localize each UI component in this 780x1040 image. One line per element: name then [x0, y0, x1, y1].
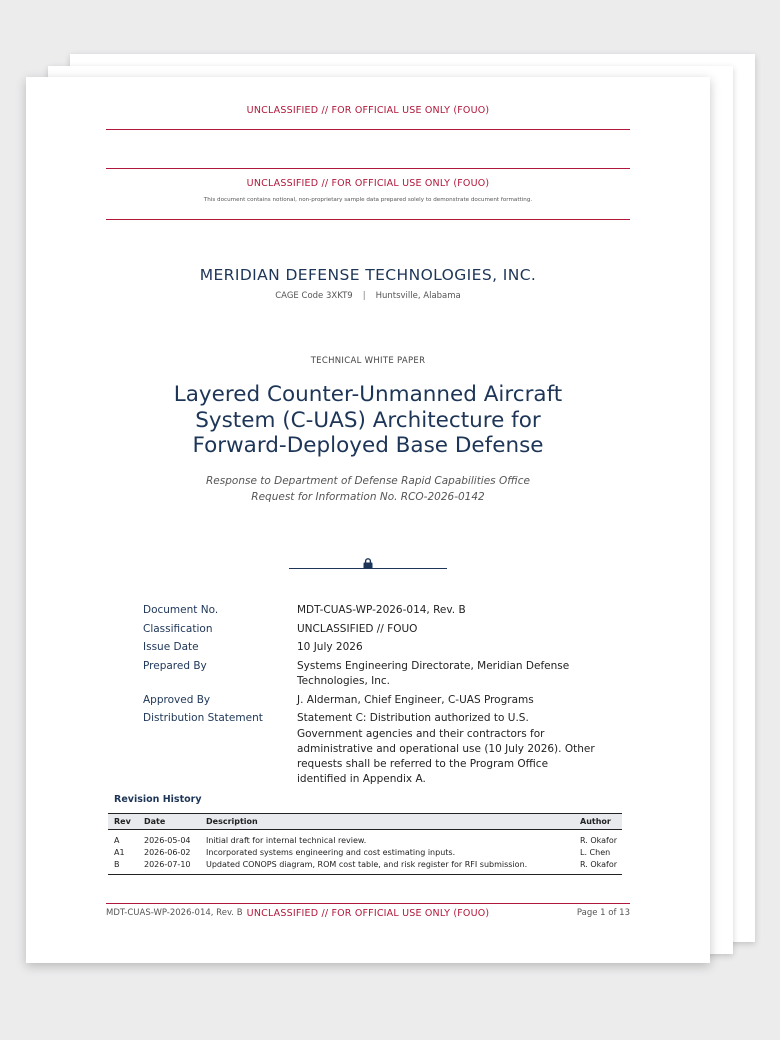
column-header: Date [138, 814, 200, 830]
table-row [108, 847, 622, 859]
document-cover-page [26, 77, 710, 963]
document-subtitle [118, 474, 618, 505]
lock-icon [363, 558, 373, 569]
classification-banner: UNCLASSIFIED // FOR OFFICIAL USE ONLY (FOUO) [246, 178, 490, 189]
subtitle-line: Response to Department of Defense Rapid Capabilities Office [206, 475, 530, 487]
separator: | [362, 291, 366, 301]
revision-history-title: Revision History [114, 794, 202, 805]
meta-row-distribution-statement [143, 711, 603, 787]
meta-value: MDT-CUAS-WP-2026-014, Rev. B [297, 604, 466, 616]
meta-key: Document No. [143, 604, 219, 616]
table-cell: A [114, 836, 120, 845]
document-type: TECHNICAL WHITE PAPER [310, 356, 426, 366]
divider [106, 903, 630, 904]
table-header-row [108, 814, 622, 830]
meta-key: Distribution Statement [143, 712, 263, 725]
column-header: Author [574, 814, 622, 830]
meta-value: Systems Engineering Directorate, Meridian Defense Technologies, Inc. [297, 659, 570, 688]
table-row [108, 830, 622, 848]
meta-value: 10 July 2026 [297, 641, 363, 654]
revision-history-table [108, 813, 622, 875]
title-line: Layered Counter-Unmanned Aircraft [173, 382, 563, 407]
meta-value: J. Alderman, Chief Engineer, C-UAS Programs [297, 693, 534, 706]
table-cell: 2026-06-02 [144, 848, 191, 857]
meta-row-approved-by [143, 693, 603, 708]
meta-row-classification [143, 622, 603, 637]
meta-row-prepared-by [143, 659, 603, 690]
table-cell: 2026-07-10 [138, 859, 200, 875]
divider [106, 129, 630, 130]
document-metadata [143, 603, 603, 791]
footer-classification-banner: UNCLASSIFIED // FOR OFFICIAL USE ONLY (FOUO) [246, 908, 490, 919]
meta-key: Classification [143, 622, 213, 635]
company-info [26, 291, 710, 301]
table-cell: Initial draft for internal technical review. [206, 836, 367, 845]
table-cell: 2026-05-04 [144, 836, 191, 845]
table-cell: A1 [114, 848, 125, 857]
title-line: System (C-UAS) Architecture for [195, 407, 541, 433]
subtitle-line: Request for Information No. RCO-2026-0142 [251, 490, 485, 503]
table-cell: Incorporated systems engineering and cost estimating inputs. [206, 848, 456, 857]
table-row [108, 859, 622, 875]
header-classification-banner: UNCLASSIFIED // FOR OFFICIAL USE ONLY (FOUO) [246, 105, 490, 116]
table-cell: L. Chen [580, 848, 611, 857]
meta-key: Approved By [143, 693, 211, 706]
page-number: Page 1 of 13 [576, 908, 630, 918]
title-line: Forward-Deployed Base Defense [192, 433, 544, 458]
company-name: MERIDIAN DEFENSE TECHNOLOGIES, INC. [199, 266, 537, 284]
column-header: Description [200, 814, 574, 830]
column-header: Rev [108, 814, 138, 830]
cage-code: CAGE Code 3XKT9 [275, 291, 353, 301]
meta-row-document-no [143, 603, 603, 618]
table-cell: R. Okafor [580, 836, 618, 845]
company-location: Huntsville, Alabama [375, 291, 461, 301]
footer-document-number: MDT-CUAS-WP-2026-014, Rev. B [106, 908, 243, 918]
sample-data-notice: This document contains notional, non-proprietary sample data prepared solely to demonstrate document formatting. [203, 197, 533, 203]
meta-key: Prepared By [143, 659, 207, 672]
divider [106, 168, 630, 169]
document-title [118, 382, 618, 459]
table-cell: Updated CONOPS diagram, ROM cost table, and risk register for RFI submission. [200, 859, 574, 875]
meta-row-issue-date [143, 640, 603, 655]
meta-key: Issue Date [143, 641, 199, 654]
table-cell: R. Okafor [574, 859, 622, 875]
meta-value: UNCLASSIFIED // FOUO [297, 622, 418, 635]
table-cell: B [108, 859, 138, 875]
meta-value: Statement C: Distribution authorized to U.S. Government agencies and their contractors for administrative and operational use (10 July 2026). Other requests shall be referred to the Program Office identified in Appendix A. [297, 712, 595, 786]
divider [106, 219, 630, 220]
